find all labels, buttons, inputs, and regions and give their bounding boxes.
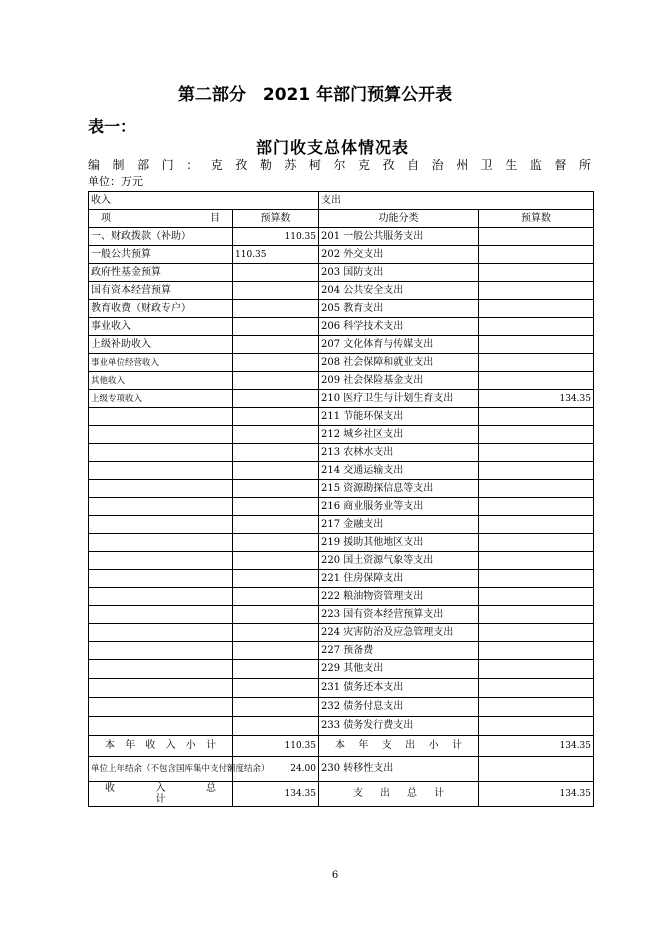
form-title: 部门收支总体情况表 bbox=[255, 138, 409, 157]
func-class-header: 功能分类 bbox=[319, 210, 479, 228]
table-row bbox=[89, 300, 594, 318]
expense-value bbox=[479, 516, 594, 534]
total-row bbox=[89, 782, 594, 807]
label-char: 本 bbox=[105, 740, 115, 751]
income-item bbox=[89, 624, 233, 642]
expense-item: 201 一般公共服务支出 bbox=[319, 228, 479, 246]
income-value bbox=[233, 282, 319, 300]
income-value bbox=[233, 534, 319, 552]
income-subtotal-label bbox=[89, 736, 233, 757]
expense-item: 216 商业服务业等支出 bbox=[319, 498, 479, 516]
item-header: 项 目 bbox=[89, 210, 233, 228]
income-value bbox=[233, 318, 319, 336]
table-row bbox=[89, 624, 594, 642]
department-char: 制 bbox=[112, 158, 127, 172]
department-char: 自 bbox=[407, 158, 422, 172]
expense-item: 213 农林水支出 bbox=[319, 444, 479, 462]
expense-value bbox=[479, 462, 594, 480]
table-row bbox=[89, 264, 594, 282]
department-char: 孜 bbox=[235, 158, 250, 172]
table-row bbox=[89, 570, 594, 588]
income-item: 事业收入 bbox=[89, 318, 233, 336]
expense-header: 支出 bbox=[319, 192, 594, 210]
expense-value bbox=[479, 498, 594, 516]
expense-item: 219 援助其他地区支出 bbox=[319, 534, 479, 552]
table-row bbox=[89, 717, 594, 736]
income-item bbox=[89, 570, 233, 588]
table-row bbox=[89, 228, 594, 246]
expense-value bbox=[479, 282, 594, 300]
expense-value bbox=[479, 570, 594, 588]
income-value bbox=[233, 516, 319, 534]
table-row bbox=[89, 354, 594, 372]
label-char: 出 bbox=[380, 788, 390, 799]
income-item bbox=[89, 480, 233, 498]
income-item: 上级补助收入 bbox=[89, 336, 233, 354]
label-char: 入 bbox=[165, 740, 176, 751]
income-item: 教育收费（财政专户） bbox=[89, 300, 233, 318]
income-item bbox=[89, 534, 233, 552]
expense-item: 215 资源勘探信息等支出 bbox=[319, 480, 479, 498]
table-row bbox=[89, 372, 594, 390]
expense-item: 208 社会保障和就业支出 bbox=[319, 354, 479, 372]
income-item: 国有资本经营预算 bbox=[89, 282, 233, 300]
income-value bbox=[233, 390, 319, 408]
income-total-value: 134.35 bbox=[233, 782, 319, 807]
table-row bbox=[89, 336, 594, 354]
expense-item: 232 债务付息支出 bbox=[319, 698, 479, 717]
income-value bbox=[233, 624, 319, 642]
label-char: 总 bbox=[206, 783, 216, 794]
table-row bbox=[89, 698, 594, 717]
income-item bbox=[89, 588, 233, 606]
department-char: 克 bbox=[210, 158, 225, 172]
label-char: 年 bbox=[125, 740, 136, 751]
income-item bbox=[89, 444, 233, 462]
transfer-expense-value bbox=[479, 757, 594, 782]
table-row bbox=[89, 426, 594, 444]
label-char: 本 bbox=[335, 740, 345, 751]
department-char: 苏 bbox=[284, 158, 299, 172]
department-char: 勒 bbox=[259, 158, 274, 172]
expense-item: 212 城乡社区支出 bbox=[319, 426, 479, 444]
income-item: 政府性基金预算 bbox=[89, 264, 233, 282]
page-number: 6 bbox=[331, 870, 339, 881]
expense-value bbox=[479, 660, 594, 679]
income-item bbox=[89, 498, 233, 516]
department-char: 生 bbox=[505, 158, 520, 172]
department-char: 门 bbox=[161, 158, 176, 172]
expense-value bbox=[479, 426, 594, 444]
income-value bbox=[233, 354, 319, 372]
expense-value bbox=[479, 300, 594, 318]
income-value bbox=[233, 606, 319, 624]
income-value bbox=[233, 444, 319, 462]
expense-item: 205 教育支出 bbox=[319, 300, 479, 318]
table-row bbox=[89, 462, 594, 480]
income-value bbox=[233, 570, 319, 588]
table-row bbox=[89, 660, 594, 679]
expense-value bbox=[479, 408, 594, 426]
unit-label: 单位：万元 bbox=[88, 175, 143, 188]
expense-value bbox=[479, 698, 594, 717]
label-char: 支 bbox=[353, 788, 363, 799]
department-char: 卫 bbox=[480, 158, 495, 172]
expense-value bbox=[479, 679, 594, 698]
expense-value bbox=[479, 480, 594, 498]
carryover-value: 24.00 bbox=[233, 757, 319, 782]
expense-item: 221 住房保障支出 bbox=[319, 570, 479, 588]
expense-item: 231 债务还本支出 bbox=[319, 679, 479, 698]
income-value bbox=[233, 717, 319, 736]
expense-value bbox=[479, 552, 594, 570]
expense-subtotal-label bbox=[319, 736, 479, 757]
income-item bbox=[89, 642, 233, 660]
expense-value bbox=[479, 606, 594, 624]
label-char: 计 bbox=[434, 788, 444, 799]
expense-item: 203 国防支出 bbox=[319, 264, 479, 282]
income-item bbox=[89, 462, 233, 480]
income-value bbox=[233, 426, 319, 444]
table-row bbox=[89, 282, 594, 300]
income-item bbox=[89, 408, 233, 426]
transfer-expense-label: 230 转移性支出 bbox=[319, 757, 479, 782]
expense-item: 209 社会保险基金支出 bbox=[319, 372, 479, 390]
income-value bbox=[233, 642, 319, 660]
department-char: 孜 bbox=[382, 158, 397, 172]
expense-item: 214 交通运输支出 bbox=[319, 462, 479, 480]
expense-subtotal-value: 134.35 bbox=[479, 736, 594, 757]
expense-item: 223 国有资本经营预算支出 bbox=[319, 606, 479, 624]
department-char: 柯 bbox=[308, 158, 323, 172]
income-header: 收入 bbox=[89, 192, 319, 210]
income-value bbox=[233, 679, 319, 698]
expense-item: 204 公共安全支出 bbox=[319, 282, 479, 300]
budget-amount-header: 预算数 bbox=[233, 210, 319, 228]
income-value bbox=[233, 698, 319, 717]
income-value bbox=[233, 462, 319, 480]
expense-value bbox=[479, 246, 594, 264]
table-row bbox=[89, 534, 594, 552]
expense-value bbox=[479, 264, 594, 282]
table-row bbox=[89, 480, 594, 498]
expense-item: 210 医疗卫生与计划生育支出 bbox=[319, 390, 479, 408]
label-char: 收 bbox=[145, 740, 156, 751]
expense-item: 207 文化体育与传媒支出 bbox=[319, 336, 479, 354]
income-item bbox=[89, 698, 233, 717]
income-value bbox=[233, 372, 319, 390]
income-item bbox=[89, 660, 233, 679]
table-label: 表一： bbox=[88, 117, 137, 136]
department-char: ： bbox=[186, 158, 201, 172]
expense-value bbox=[479, 354, 594, 372]
department-char: 州 bbox=[456, 158, 471, 172]
income-value bbox=[233, 264, 319, 282]
label-char: 小 bbox=[428, 740, 439, 751]
income-value bbox=[233, 498, 319, 516]
income-value bbox=[233, 552, 319, 570]
table-row bbox=[89, 588, 594, 606]
header-row-2 bbox=[89, 210, 594, 228]
table-row bbox=[89, 679, 594, 698]
table-row bbox=[89, 498, 594, 516]
part-title: 第二部分 2021 年部门预算公开表 bbox=[177, 85, 453, 105]
income-item bbox=[89, 717, 233, 736]
label-char: 总 bbox=[407, 788, 417, 799]
income-item bbox=[89, 552, 233, 570]
income-value bbox=[233, 336, 319, 354]
expense-value bbox=[479, 228, 594, 246]
table-row bbox=[89, 516, 594, 534]
table-row bbox=[89, 318, 594, 336]
budget-amount-header-2: 预算数 bbox=[479, 210, 594, 228]
income-item: 其他收入 bbox=[89, 372, 233, 390]
department-char: 克 bbox=[358, 158, 373, 172]
label-char: 计 bbox=[451, 740, 462, 751]
income-item: 事业单位经营收入 bbox=[89, 354, 233, 372]
label-char: 年 bbox=[358, 740, 369, 751]
income-value: 110.35 bbox=[233, 228, 319, 246]
subtotal-row bbox=[89, 736, 594, 757]
expense-value: 134.35 bbox=[479, 390, 594, 408]
expense-item: 211 节能环保支出 bbox=[319, 408, 479, 426]
expense-value bbox=[479, 534, 594, 552]
expense-value bbox=[479, 336, 594, 354]
header-row-1 bbox=[89, 192, 594, 210]
department-char: 编 bbox=[88, 158, 103, 172]
expense-item: 217 金融支出 bbox=[319, 516, 479, 534]
budget-table bbox=[88, 191, 594, 807]
income-item: 上级专项收入 bbox=[89, 390, 233, 408]
expense-value bbox=[479, 318, 594, 336]
table-row bbox=[89, 552, 594, 570]
department-char: 监 bbox=[529, 158, 544, 172]
income-item bbox=[89, 426, 233, 444]
income-item bbox=[89, 516, 233, 534]
expense-item: 233 债务发行费支出 bbox=[319, 717, 479, 736]
expense-value bbox=[479, 642, 594, 660]
income-item bbox=[89, 679, 233, 698]
label-char: 小 bbox=[185, 740, 196, 751]
expense-value bbox=[479, 624, 594, 642]
department-char: 督 bbox=[554, 158, 569, 172]
income-item: 一般公共预算 bbox=[89, 246, 233, 264]
department-char: 治 bbox=[431, 158, 446, 172]
income-item: 一、财政拨款（补助） bbox=[89, 228, 233, 246]
department-char: 部 bbox=[137, 158, 152, 172]
expense-value bbox=[479, 372, 594, 390]
department-char: 尔 bbox=[333, 158, 348, 172]
table-row bbox=[89, 408, 594, 426]
income-subtotal-value: 110.35 bbox=[233, 736, 319, 757]
expense-value bbox=[479, 444, 594, 462]
income-value bbox=[233, 480, 319, 498]
table-row bbox=[89, 444, 594, 462]
income-item bbox=[89, 606, 233, 624]
expense-value bbox=[479, 588, 594, 606]
income-total-label: 收 入 总 计 bbox=[89, 782, 233, 807]
table-row bbox=[89, 390, 594, 408]
table-row bbox=[89, 642, 594, 660]
expense-item: 206 科学技术支出 bbox=[319, 318, 479, 336]
table-row bbox=[89, 606, 594, 624]
expense-total-value: 134.35 bbox=[479, 782, 594, 807]
expense-item: 202 外交支出 bbox=[319, 246, 479, 264]
expense-total-label bbox=[319, 782, 479, 807]
label-char: 计 bbox=[205, 740, 216, 751]
income-value bbox=[233, 660, 319, 679]
expense-item: 229 其他支出 bbox=[319, 660, 479, 679]
income-value: 110.35 bbox=[233, 246, 319, 264]
label-char: 出 bbox=[405, 740, 416, 751]
carryover-row bbox=[89, 757, 594, 782]
expense-item: 220 国土资源气象等支出 bbox=[319, 552, 479, 570]
label-char: 入 bbox=[155, 783, 166, 794]
expense-item: 224 灾害防治及应急管理支出 bbox=[319, 624, 479, 642]
income-value bbox=[233, 300, 319, 318]
label-char: 收 bbox=[105, 783, 115, 794]
expense-item: 222 粮油物资管理支出 bbox=[319, 588, 479, 606]
expense-value bbox=[479, 717, 594, 736]
income-value bbox=[233, 408, 319, 426]
carryover-label: 单位上年结余（不包含国库集中支付额度结余） bbox=[89, 757, 233, 782]
expense-item: 227 预备费 bbox=[319, 642, 479, 660]
table-row bbox=[89, 246, 594, 264]
department-line bbox=[88, 156, 593, 173]
department-char: 所 bbox=[578, 158, 593, 172]
income-value bbox=[233, 588, 319, 606]
label-char: 支 bbox=[381, 740, 392, 751]
